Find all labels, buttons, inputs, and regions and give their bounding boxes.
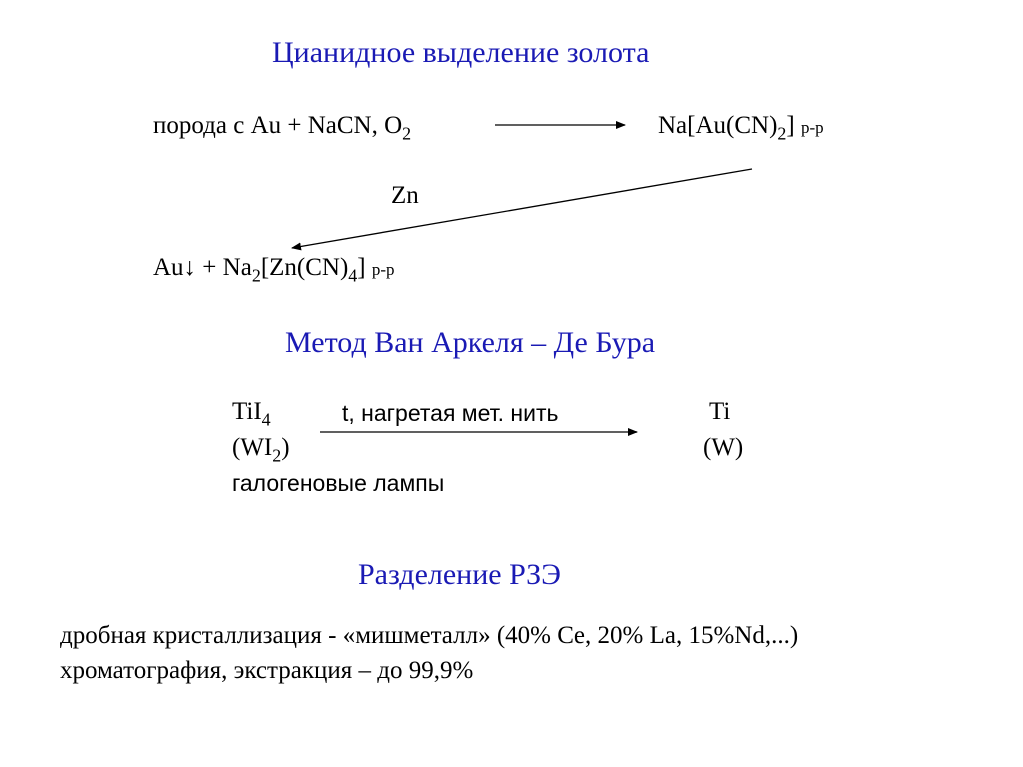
subscript: 2 — [251, 265, 261, 286]
rze-line-1: дробная кристаллизация - «мишметалл» (40% Ce, 20% La, 15%Nd,...) — [60, 622, 799, 649]
section-title-rze: Разделение РЗЭ — [358, 558, 561, 591]
bracket: ] — [357, 254, 366, 281]
reaction-result — [153, 254, 395, 286]
arrow-diagonal-icon — [292, 169, 752, 248]
section-title-cyanide: Цианидное выделение золота — [272, 36, 650, 69]
reactant-text: (WI — [232, 434, 273, 461]
product-text: Na[Au(CN) — [658, 112, 778, 139]
reaction-product — [658, 112, 824, 144]
bracket: ) — [281, 434, 290, 461]
section-title-van-arkel: Метод Ван Аркеля – Де Бура — [285, 326, 656, 359]
subscript: 2 — [402, 123, 412, 144]
phase-label: р-р — [801, 118, 824, 137]
bracket: ] — [786, 112, 795, 139]
reactant-text: порода с Au + NaCN, O — [153, 112, 403, 139]
subscript: 4 — [261, 409, 271, 430]
note-halogen-lamps: галогеновые лампы — [232, 470, 445, 496]
subscript: 2 — [777, 123, 787, 144]
product-ti: Ti — [709, 398, 731, 425]
reactant-text: TiI — [232, 398, 262, 425]
reaction-condition: t, нагретая мет. нить — [342, 400, 559, 426]
result-text: Au↓ + Na — [153, 254, 252, 281]
reaction-reactants — [153, 112, 412, 144]
subscript: 4 — [348, 265, 358, 286]
reagent-zn: Zn — [391, 182, 419, 209]
phase-label: р-р — [371, 260, 395, 279]
product-w: (W) — [703, 434, 744, 461]
subscript: 2 — [272, 445, 282, 466]
reactant-wi2 — [232, 434, 290, 466]
rze-line-2: хроматография, экстракция – до 99,9% — [60, 657, 474, 684]
result-text: [Zn(CN) — [260, 254, 349, 281]
reactant-tii4 — [232, 398, 271, 430]
